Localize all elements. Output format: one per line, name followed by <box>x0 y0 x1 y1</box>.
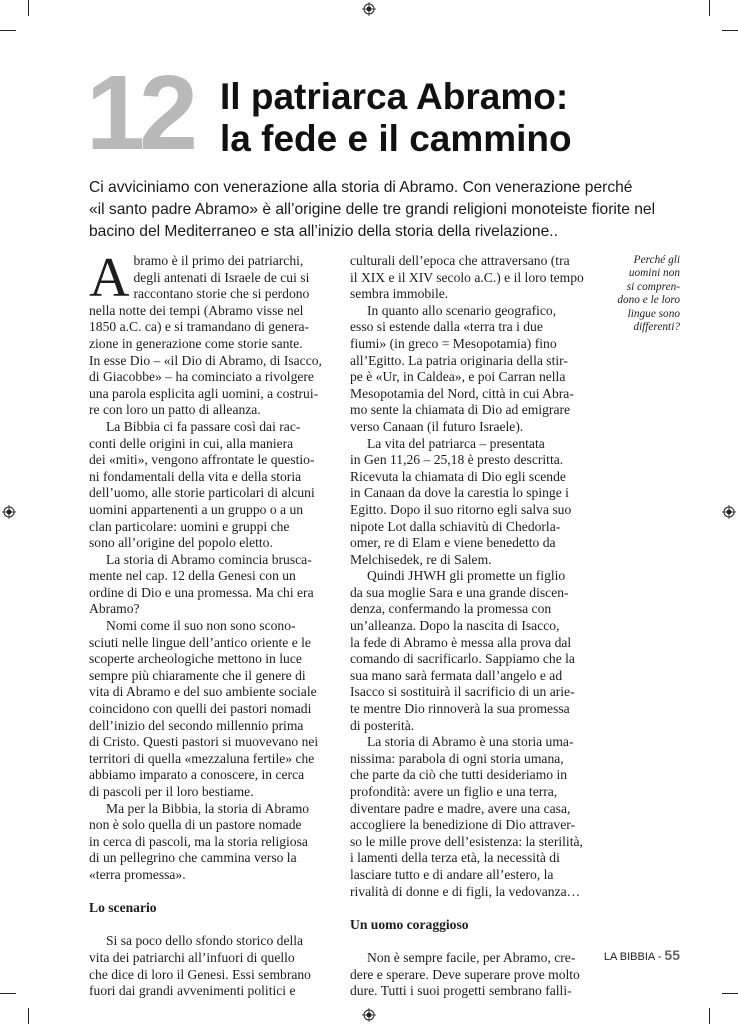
text-line: culturali dell’epoca che attraversano (tra <box>350 253 570 268</box>
text-line: Egitto. Dopo il suo ritorno egli salva suo <box>350 501 572 517</box>
text-line: Mesopotamia del Nord, città in cui Abra- <box>350 385 574 401</box>
text-line: verso Canaan (il futuro Israele). <box>350 418 524 434</box>
text-line: re con loro un patto di alleanza. <box>89 402 261 418</box>
text-line: vita di Abramo e del suo ambiente sociale <box>89 684 317 700</box>
crop-mark <box>0 993 16 994</box>
title-line: Il patriarca Abramo: <box>220 76 569 117</box>
margin-note-line: differenti? <box>633 321 680 334</box>
text-line: pe è «Ur, in Caldea», e poi Carran nella <box>350 369 566 385</box>
paragraph <box>350 303 595 436</box>
text-line: sembra immobile. <box>350 286 449 302</box>
text-line: dure. Tutti i suoi progetti sembrano falli- <box>350 983 572 999</box>
text-line: territori di quella «mezzaluna fertile» che <box>89 750 315 766</box>
text-line: Non è sempre facile, per Abramo, cre- <box>367 949 576 965</box>
margin-note-line: Perché gli <box>633 254 680 266</box>
text-line: accogliere la benedizione di Dio attraver- <box>350 817 576 833</box>
text-line: rivalità di donne e di figli, la vedovanza… <box>350 883 581 899</box>
text-line: in cerca di pascoli, ma la storia religiosa <box>89 833 308 849</box>
text-line: un’alleanza. Dopo la nascita di Isacco, <box>350 618 560 634</box>
text-line: Isacco si sostituirà il sacrificio di un arie- <box>350 684 575 700</box>
text-line: In quanto allo scenario geografico, <box>367 302 557 318</box>
paragraph <box>89 552 329 618</box>
margin-note-line: uomini non <box>628 267 680 280</box>
text-line: conti delle origini in cui, alla maniera <box>89 435 294 451</box>
text-line: i lamenti della terza età, la necessità di <box>350 850 560 866</box>
text-line: uomini appartenenti a un gruppo o a un <box>89 501 304 517</box>
text-line: clan particolare: uomini e gruppi che <box>89 518 290 534</box>
text-line: omer, re di Elam e viene benedetto da <box>350 535 556 551</box>
text-line: dere e sperare. Deve superare prove molto <box>350 966 580 982</box>
dropcap-block <box>89 247 329 309</box>
text-line: coincidono con quelli dei pastori nomadi <box>89 701 312 717</box>
crop-mark <box>709 1008 710 1024</box>
text-line: ni fondamentali della vita e della storia <box>89 468 302 484</box>
text-line: sono all’origine del popolo eletto. <box>89 535 273 551</box>
text-line: nella notte dei tempi (Abramo visse nel <box>89 302 304 318</box>
text-line: che dice di loro il Genesi. Essi sembrano <box>89 966 311 982</box>
crop-mark <box>28 0 29 16</box>
text-line: da sua moglie Sara e una grande discen- <box>350 584 569 600</box>
text-line: sua mano sarà fermata dall’angelo e ad <box>350 667 563 683</box>
chapter-title <box>220 76 572 160</box>
paragraph <box>350 568 595 734</box>
text-line: in Gen 11,26 – 25,18 è presto descritta. <box>350 452 564 468</box>
crop-mark <box>722 30 738 31</box>
paragraph <box>350 253 595 303</box>
dropcap-letter: A <box>89 247 130 309</box>
text-line: di pascoli per il loro bestiame. <box>89 784 254 799</box>
text-line: Abramo? <box>89 601 140 617</box>
text-line: il XIX e il XIV secolo a.C.) e il loro tempo <box>350 269 584 285</box>
text-line: denza, confermando la promessa con <box>350 601 552 617</box>
text-line: degli antenati di Israele de cui si <box>133 269 310 285</box>
text-line: fiumi» (in greco = Mesopotamia) fino <box>350 335 557 351</box>
text-line: so le mille prove dell’esistenza: la sterilità, <box>350 833 583 849</box>
running-title: LA BIBBIA - <box>603 951 665 963</box>
text-line: mente nel cap. 12 della Genesi con un <box>89 568 296 584</box>
text-line: sciuti nelle lingue dell’antico oriente e le <box>89 634 311 650</box>
text-line: 1850 a.C. ca) e si tramandano di genera- <box>89 319 310 335</box>
text-line: sempre più chiaramente che il genere di <box>89 667 306 683</box>
text-line: profondità: avere un figlio e una terra, <box>350 784 558 799</box>
text-line: di Cristo. Questi pastori si muovevano nei <box>89 734 319 750</box>
intro-line: «il santo padre Abramo» è all’origine delle tre grandi religioni monoteiste fiorite nel <box>89 201 656 218</box>
paragraph <box>350 436 595 569</box>
text-line: Ma per la Bibbia, la storia di Abramo <box>106 800 310 816</box>
text-column-2 <box>350 253 595 1000</box>
text-line: di Giacobbe» – ha cominciato a rivolgere <box>89 369 314 385</box>
crop-mark <box>709 0 710 16</box>
text-line: Quindi JHWH gli promette un figlio <box>367 568 566 584</box>
text-line: La storia di Abramo è una storia uma- <box>367 734 574 750</box>
margin-note-line: dono e le loro <box>617 294 680 307</box>
paragraph <box>89 933 329 999</box>
text-column-1 <box>89 247 329 1000</box>
page-number: 55 <box>664 947 680 963</box>
registration-mark-icon <box>362 2 376 16</box>
text-line: Ricevuta la chiamata di Dio egli scende <box>350 468 566 484</box>
registration-mark-icon <box>722 505 736 519</box>
text-line: lasciare tutto e di andare all’estero, la <box>350 866 554 882</box>
text-line: la fede di Abramo è messa alla prova dal <box>350 634 572 650</box>
text-line: diventare padre e madre, avere una casa, <box>350 800 571 816</box>
intro-line: Ci avviciniamo con venerazione alla storia di Abramo. Con venerazione perché <box>89 179 633 196</box>
margin-note-line: si compren- <box>626 280 680 293</box>
text-line: bramo è il primo dei patriarchi, <box>133 253 304 268</box>
paragraph <box>89 618 329 801</box>
title-line: la fede e il cammino <box>220 118 572 159</box>
text-line: in Canaan da dove la carestia lo spinge i <box>350 485 569 501</box>
chapter-number: 12 <box>86 54 192 172</box>
text-line: abbiamo imparato a conoscere, in cerca <box>89 767 305 783</box>
text-line: «terra promessa». <box>89 866 186 882</box>
text-line: non è solo quella di un pastore nomade <box>89 817 302 833</box>
registration-mark-icon <box>2 505 16 519</box>
section-heading: Un uomo coraggioso <box>350 916 469 932</box>
text-line: Nomi come il suo non sono scono- <box>106 618 296 634</box>
margin-note <box>617 254 680 334</box>
crop-mark <box>722 993 738 994</box>
crop-mark <box>0 30 16 31</box>
crop-mark <box>28 1008 29 1024</box>
text-line: una parola esplicita agli uomini, a costrui- <box>89 385 319 401</box>
text-line: zione in generazione come storie sante. <box>89 335 303 351</box>
margin-note-line: lingue sono <box>627 307 680 320</box>
text-line: scoperte archeologiche mettono in luce <box>89 651 302 667</box>
paragraph <box>89 303 329 419</box>
text-line: La Bibbia ci fa passare così dai rac- <box>106 418 301 434</box>
text-line: comando di sacrificarlo. Sappiamo che la <box>350 651 575 667</box>
text-line: mo sente la chiamata di Dio ad emigrare <box>350 402 571 418</box>
section-heading: Lo scenario <box>89 900 157 916</box>
text-line: di un pellegrino che cammina verso la <box>89 850 297 866</box>
text-line: ordine di Dio e una promessa. Ma chi era <box>89 584 314 600</box>
paragraph <box>89 801 329 884</box>
text-line: esso si estende dalla «terra tra i due <box>350 319 543 335</box>
text-line: te mentre Dio rinnoverà la sua promessa <box>350 701 570 717</box>
paragraph <box>350 950 595 1000</box>
text-line: fuori dai grandi avvenimenti politici e <box>89 983 296 999</box>
intro-line: bacino del Mediterraneo e sta all’inizio della storia della rivelazione.. <box>89 223 558 240</box>
text-line: dell’inizio del secondo millennio prima <box>89 717 304 733</box>
text-line: dei «miti», vengono affrontate le questio- <box>89 452 315 468</box>
text-line: nissima: parabola di ogni storia umana, <box>350 750 564 766</box>
text-line: La vita del patriarca – presentata <box>367 435 545 451</box>
paragraph <box>350 734 595 900</box>
text-line: all’Egitto. La patria originaria della stir- <box>350 352 568 368</box>
text-line: In esse Dio – «il Dio di Abramo, di Isacco, <box>89 352 322 368</box>
paragraph <box>89 419 329 552</box>
page-footer <box>604 947 680 963</box>
text-line: vita dei patriarchi all’infuori di quello <box>89 949 295 965</box>
text-line: La storia di Abramo comincia brusca- <box>106 551 312 567</box>
registration-mark-icon <box>362 1008 376 1022</box>
text-line: Melchisedek, re di Salem. <box>350 551 492 567</box>
text-line: di posterità. <box>350 717 415 733</box>
text-line: dell’uomo, alle storie particolari di alcuni <box>89 485 315 501</box>
text-line: nipote Lot dalla schiavitù di Chedorla- <box>350 518 561 534</box>
intro-paragraph <box>89 177 689 243</box>
text-line: che parte da ciò che tutti desideriamo in <box>350 767 568 783</box>
text-line: Si sa poco dello sfondo storico della <box>106 933 304 949</box>
text-line: raccontano storie che si perdono <box>133 286 310 302</box>
